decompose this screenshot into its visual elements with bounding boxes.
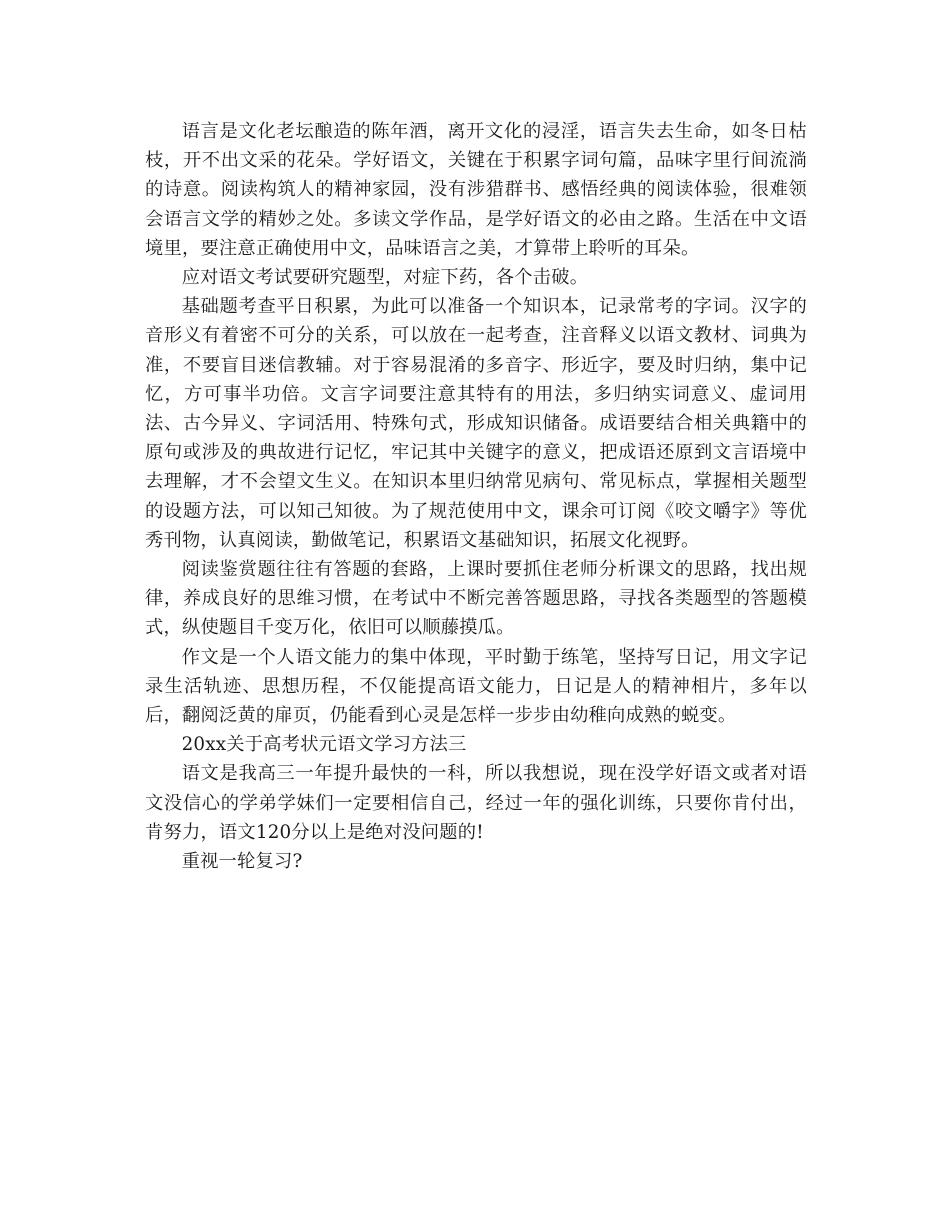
paragraph-senior-year: 语文是我高三一年提升最快的一科，所以我想说，现在没学好语文或者对语文没信心的学弟学妹们一定要相信自己，经过一年的强化训练，只要你肯付出，肯努力，语文120分以上是绝对没问题的! <box>145 763 807 843</box>
section-heading: 20xx关于高考状元语文学习方法三 <box>181 734 467 756</box>
document-body <box>145 117 807 876</box>
paragraph-exam-strategy: 应对语文考试要研究题型，对症下药，各个击破。 <box>181 267 589 289</box>
paragraph-first-review: 重视一轮复习? <box>181 851 303 873</box>
paragraph-basic-questions: 基础题考查平日积累，为此可以准备一个知识本，记录常考的字词。汉字的音形义有着密不可分的关系，可以放在一起考查，注音释义以语文教材、词典为准，不要盲目迷信教辅。对于容易混淆的多音字、形近字，要及时归纳，集中记忆，方可事半功倍。文言字词要注意其特有的用法，多归纳实词意义、虚词用法、古今异义、字词活用、特殊句式，形成知识储备。成语要结合相关典籍中的原句或涉及的典故进行记忆，牢记其中关键字的意义，把成语还原到文言语境中去理解，才不会望文生义。在知识本里归纳常见病句、常见标点，掌握相关题型的设题方法，可以知己知彼。为了规范使用中文，课余可订阅《咬文嚼字》等优秀刊物，认真阅读，勤做笔记，积累语文基础知识，拓展文化视野。 <box>145 296 807 551</box>
paragraph-language-culture: 语言是文化老坛酿造的陈年酒，离开文化的浸淫，语言失去生命，如冬日枯枝，开不出文采的花朵。学好语文，关键在于积累字词句篇，品味字里行间流淌的诗意。阅读构筑人的精神家园，没有涉猎群书、感悟经典的阅读体验，很难领会语言文学的精妙之处。多读文学作品，是学好语文的必由之路。生活在中文语境里，要注意正确使用中文，品味语言之美，才算带上聆听的耳朵。 <box>145 121 807 259</box>
paragraph-reading-appreciation: 阅读鉴赏题往往有答题的套路，上课时要抓住老师分析课文的思路，找出规律，养成良好的思维习惯，在考试中不断完善答题思路，寻找各类题型的答题模式，纵使题目千变万化，依旧可以顺藤摸瓜。 <box>145 559 807 639</box>
paragraph-composition: 作文是一个人语文能力的集中体现，平时勤于练笔，坚持写日记，用文字记录生活轨迹、思想历程，不仅能提高语文能力，日记是人的精神相片，多年以后，翻阅泛黄的扉页，仍能看到心灵是怎样一步步由幼稚向成熟的蜕变。 <box>145 646 807 727</box>
